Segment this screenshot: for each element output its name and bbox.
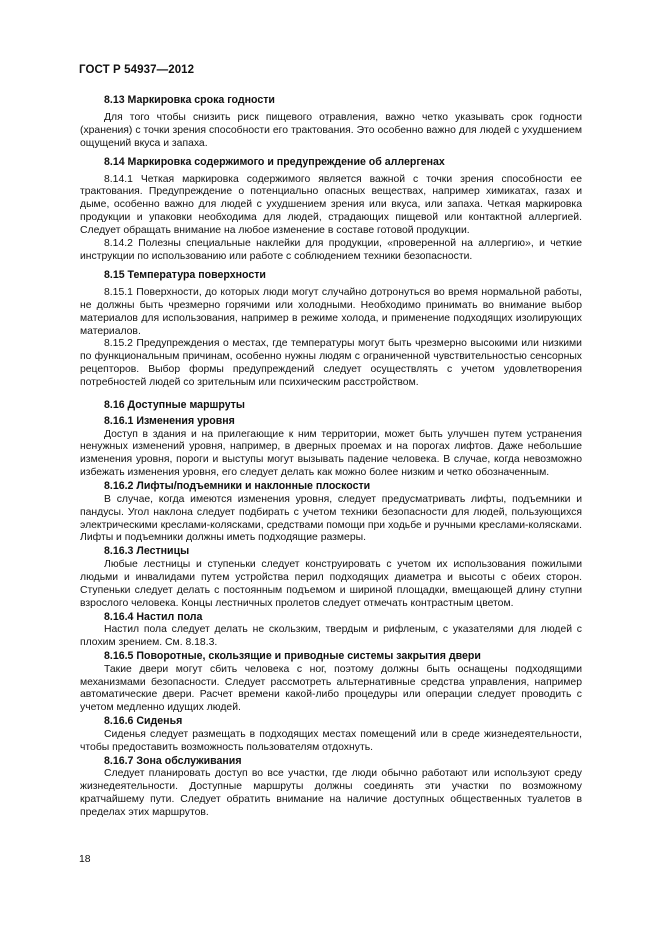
section-heading-8-13: 8.13 Маркировка срока годности <box>104 94 275 106</box>
paragraph-8-15-1: 8.15.1 Поверхности, до которых люди могут случайно дотронуться во время нормальной работы, не должны быть чрезмерно горячими или холодными. Необходимо принимать во внимание выбор материалов для использования, например в режиме холода, и применение подходящих изолирующих материалов. <box>80 286 582 337</box>
subsection-heading-8-16-3: 8.16.3 Лестницы <box>104 545 190 558</box>
paragraph-8-16-2: В случае, когда имеются изменения уровня, следует предусматривать лифты, подъемники и пандусы. Угол наклона следует подбирать с учетом техники безопасности для людей, пользующихся электрическими креслами-колясками, средствами помощи при ходьбе и ручными креслами-колясками. Лифты и подъемники должны иметь подходящие размеры. <box>80 493 582 544</box>
paragraph-8-14-2: 8.14.2 Полезны специальные наклейки для продукции, «проверенной на аллергию», и четкие инструкции по использованию или работе с соблюдением техники безопасности. <box>80 238 582 262</box>
section-heading-8-14: 8.14 Маркировка содержимого и предупреждение об аллергенах <box>104 155 445 168</box>
subsection-heading-8-16-5: 8.16.5 Поворотные, скользящие и приводные системы закрытия двери <box>104 650 481 662</box>
paragraph-8-16-1: Доступ в здания и на прилегающие к ним территории, может быть улучшен путем устранения ненужных изменений уровня, например, в дверных проемах и на порогах лифтов. Даже небольшие изменения уровня, пороги и выступы могут вызывать падение человека. В случае, когда невозможно избежать изменения уровня, его следует делать как можно более низким и четко обозначенным. <box>80 428 582 479</box>
paragraph-8-14-1: 8.14.1 Четкая маркировка содержимого является важной с точки зрения способности ее трактования. Предупреждение о потенциально опасных веществах, например химикатах, газах и дыме, особенно важно для людей с ухудшением зрения или вкуса, или запаха. Четкая маркировка продукции и упаковки необходима для людей, страдающих пищевой или контактной аллергией. Следует обращать внимание на любое изменение в составе готовой продукции. <box>80 173 582 237</box>
paragraph-8-13: Для того чтобы снизить риск пищевого отравления, важно четко указывать срок годности (хранения) с точки зрения способности его трактования. Это особенно важно для людей с ухудшением ощущений вкуса и запаха. <box>80 111 582 149</box>
document-header: ГОСТ Р 54937—2012 <box>79 64 195 76</box>
section-heading-8-16: 8.16 Доступные маршруты <box>104 399 245 412</box>
subsection-heading-8-16-6: 8.16.6 Сиденья <box>104 715 183 728</box>
paragraph-8-15-2: 8.15.2 Предупреждения о местах, где температуры могут быть чрезмерно высокими или низкими по функциональным причинам, особенно нужны людям с ограниченной чувствительностью сенсорных рецепторов. Выбор формы предупреждений следует осуществлять с учетом удовлетворения потребностей людей со зрительным или психическим расстройством. <box>80 338 582 389</box>
section-heading-8-15: 8.15 Температура поверхности <box>104 268 266 281</box>
subsection-heading-8-16-1: 8.16.1 Изменения уровня <box>104 414 235 427</box>
subsection-heading-8-16-2: 8.16.2 Лифты/подъемники и наклонные плоскости <box>104 480 371 493</box>
subsection-heading-8-16-4: 8.16.4 Настил пола <box>104 610 203 623</box>
page-number: 18 <box>79 854 91 865</box>
document-body <box>80 94 582 820</box>
subsection-heading-8-16-7: 8.16.7 Зона обслуживания <box>104 754 242 767</box>
paragraph-8-16-3: Любые лестницы и ступеньки следует конструировать с учетом их использования пожилыми людьми и инвалидами путем устройства перил подходящих диаметра и высоты с обеих сторон. Ступеньки следует делать с постоянным подъемом и шириной площадки, вмещающей длину ступни взрослого человека. Концы лестничных пролетов следует отмечать контрастным цветом. <box>80 558 582 609</box>
paragraph-8-16-7: Следует планировать доступ во все участки, где люди обычно работают или используют среду жизнедеятельности. Доступные маршруты должны соединять эти участки по возможному кратчайшему пути. Следует обратить внимание на наличие доступных общественных туалетов в пределах этих маршрутов. <box>80 768 582 818</box>
paragraph-8-16-5: Такие двери могут сбить человека с ног, поэтому должны быть оснащены подходящими механизмами безопасности. Следует рассмотреть альтернативные средства управления, например автоматические двери. Расчет времени какой-либо процедуры или операции следует проводить с учетом медленно идущих людей. <box>80 663 582 714</box>
paragraph-8-16-6: Сиденья следует размещать в подходящих местах помещений или в среде жизнедеятельности, чтобы предоставить возможность пользователям отдохнуть. <box>80 728 582 753</box>
paragraph-8-16-4: Настил пола следует делать не скользким, твердым и рифленым, с указателями для людей с плохим зрением. См. 8.18.3. <box>80 624 582 649</box>
